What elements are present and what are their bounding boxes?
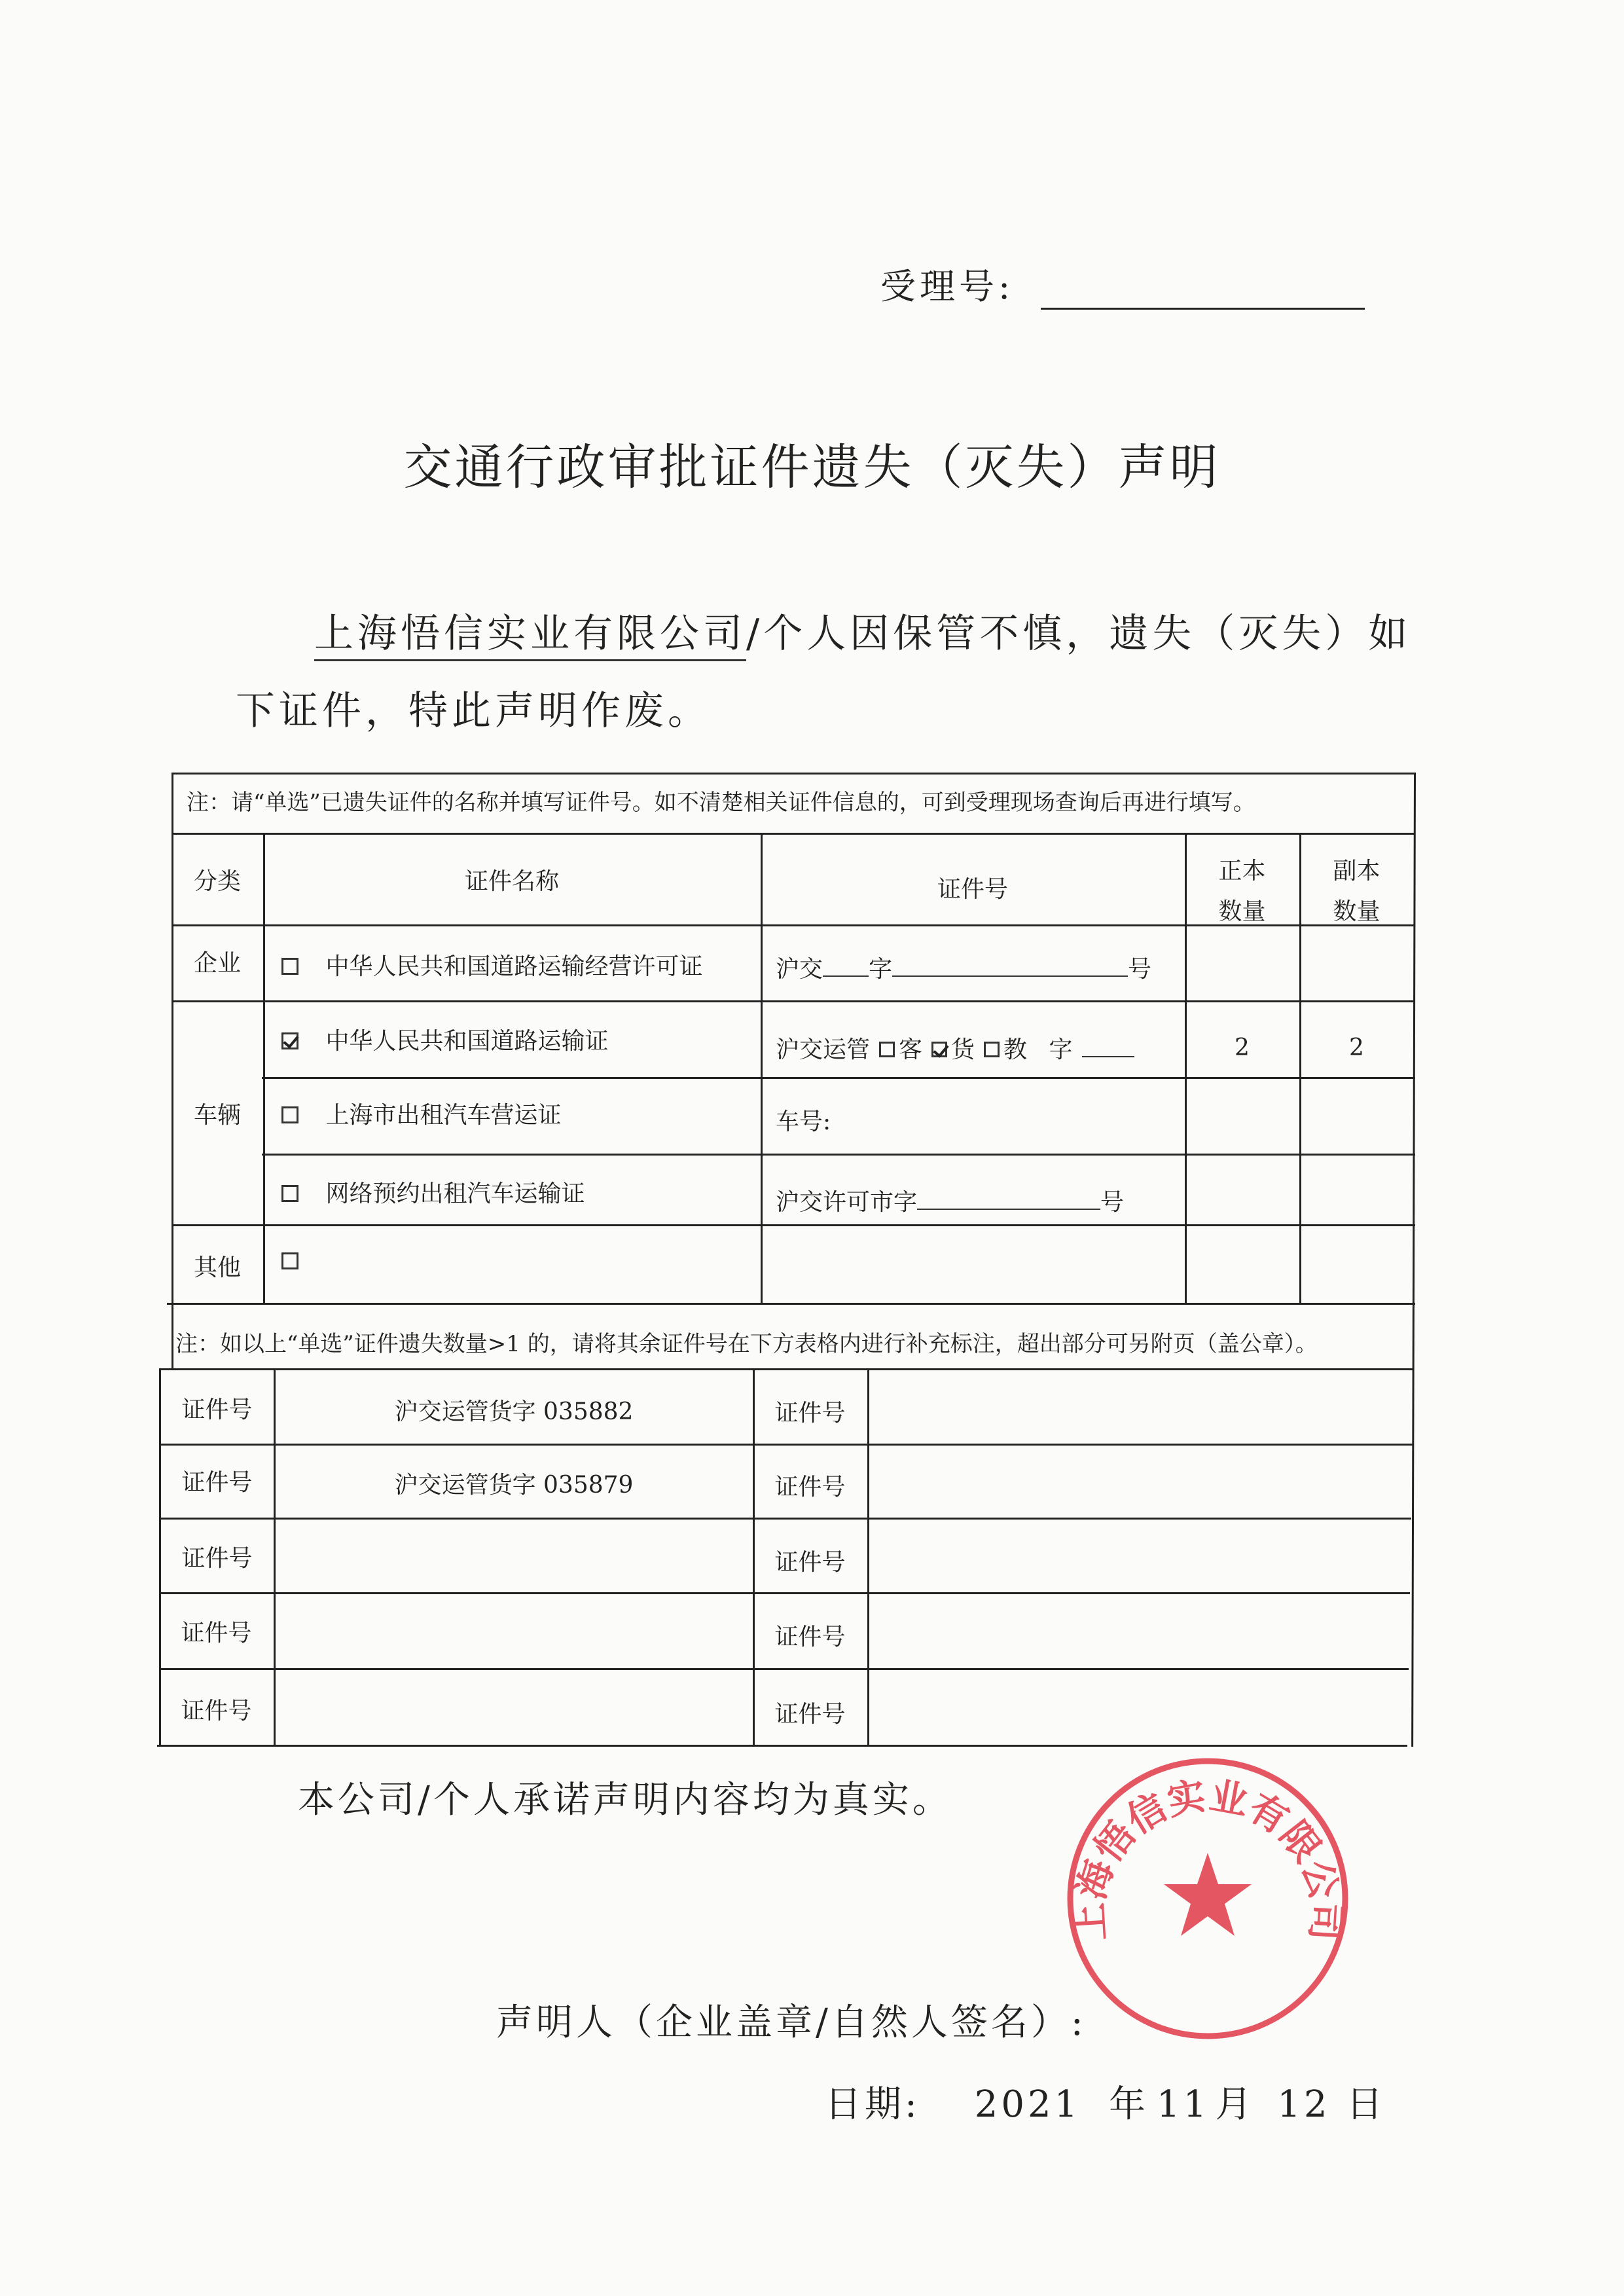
extra-cert-label-right: 证件号 [774,1474,846,1501]
table-note-top: 注：请“单选”已遗失证件的名称并填写证件号。如不清楚相关证件信息的，可到受理现场查询后再进行填写。 [187,790,1255,816]
seal-text: 上海悟信实业有限公司 [1066,1773,1349,1942]
date-day-unit: 日 [1346,2083,1386,2126]
extra-cert-label-right: 证件号 [774,1400,846,1427]
date-year-unit: 年 [1109,2083,1149,2126]
online-taxi-cert-checkbox[interactable] [281,1185,298,1202]
intro-line-1 [314,602,1411,659]
enterprise-license-checkbox[interactable] [281,958,298,975]
passenger-label: 客 [899,1036,923,1063]
teaching-checkbox[interactable] [984,1042,1000,1057]
header-copy-qty-line1: 副本 [1333,858,1380,884]
header-name: 证件名称 [464,868,559,895]
enterprise-number-blank-2[interactable] [892,975,1128,977]
signature-label: 声明人（企业盖章/自然人签名）: [496,2001,1087,2044]
online-taxi-number-prefix: 沪交许可市字 [776,1189,918,1216]
header-original-qty-line2: 数量 [1218,898,1266,925]
table-line-vehicle-1 [262,1077,1415,1079]
col-divider-extra-label-right [867,1368,869,1747]
extra-cert-label-left: 证件号 [181,1545,253,1572]
table-line-extra-3 [160,1592,1410,1594]
extra-cert-label-right: 证件号 [774,1624,846,1650]
extra-cert-label-right: 证件号 [774,1701,846,1728]
header-category: 分类 [193,868,241,895]
extra-cert-label-left: 证件号 [181,1396,253,1423]
page-title: 交通行政审批证件遗失（灭失）声明 [403,439,1221,496]
company-seal [1057,1748,1358,2049]
table-line-extra-1 [160,1444,1413,1446]
enterprise-license-name: 中华人民共和国道路运输经营许可证 [325,953,703,980]
table-line-vehicle-end [171,1224,1415,1226]
table-line-other [167,1303,1415,1305]
online-taxi-cert-name: 网络预约出租汽车运输证 [325,1180,585,1207]
table-note-bottom: 注：如以上“单选”证件遗失数量>1 的，请将其余证件号在下方表格内进行补充标注，超出部分可另附页（盖公章）。 [175,1331,1318,1357]
cargo-checkbox[interactable] [931,1042,947,1057]
table-border-bottom [157,1745,1407,1747]
road-transport-number-suffix: 字 [1049,1036,1073,1063]
taxi-permit-checkbox[interactable] [281,1106,298,1123]
category-other: 其他 [193,1254,241,1281]
taxi-permit-name: 上海市出租汽车营运证 [325,1102,562,1129]
extra-cert-label-left: 证件号 [181,1469,253,1496]
company-name: 上海悟信实业有限公司 [314,611,746,661]
date-year: 2021 [974,2083,1081,2126]
date-day: 12 [1277,2083,1331,2126]
road-transport-copy-qty[interactable]: 2 [1349,1034,1364,1061]
acceptance-number-line[interactable] [1041,308,1365,310]
road-transport-cert-option[interactable] [281,1023,608,1056]
enterprise-license-number[interactable] [776,951,1151,984]
extra-cert-label-left: 证件号 [181,1698,252,1724]
seal-star-icon [1164,1853,1252,1936]
table-line-note-bottom [160,1368,1414,1370]
other-checkbox[interactable] [281,1252,298,1269]
online-taxi-number-blank[interactable] [917,1209,1100,1210]
passenger-checkbox[interactable] [879,1042,895,1057]
intro-line-2: 下证件，特此声明作废。 [236,688,711,734]
header-copy-qty-line2: 数量 [1333,898,1380,925]
enterprise-number-blank-1[interactable] [823,975,869,977]
taxi-permit-option[interactable] [281,1097,561,1130]
enterprise-number-prefix: 沪交 [776,956,823,983]
intro-line-1-rest: /个人因保管不慎，遗失（灭失）如 [746,611,1412,657]
road-transport-number-prefix: 沪交运管 [776,1036,871,1063]
enterprise-license-option[interactable] [281,948,702,981]
header-original-qty [1185,851,1299,932]
road-transport-number-blank[interactable] [1082,1056,1134,1057]
road-transport-cert-name: 中华人民共和国道路运输证 [325,1028,609,1055]
teaching-label: 教 [1003,1036,1028,1063]
online-taxi-cert-option[interactable] [281,1175,585,1209]
road-transport-cert-checkbox[interactable] [281,1032,298,1049]
date-month-unit: 月 [1215,2083,1255,2126]
extra-cert-value-left[interactable]: 沪交运管货字 035879 [394,1472,634,1499]
header-copy-qty [1299,851,1414,932]
extra-cert-label-right: 证件号 [774,1549,846,1576]
col-divider-category [263,833,265,1303]
online-taxi-cert-number[interactable] [776,1184,1124,1217]
table-line-enterprise [171,1000,1415,1002]
enterprise-number-suffix: 号 [1128,956,1152,983]
category-vehicle: 车辆 [193,1102,241,1129]
category-enterprise: 企业 [193,950,241,977]
taxi-permit-number[interactable]: 车号: [776,1108,831,1135]
road-transport-original-qty[interactable]: 2 [1235,1034,1250,1061]
header-number: 证件号 [937,876,1008,903]
table-line-note [171,833,1415,835]
acceptance-label: 受理号: [880,266,1015,307]
table-border-top [171,773,1415,774]
table-line-vehicle-2 [262,1154,1415,1156]
online-taxi-number-suffix: 号 [1100,1189,1125,1216]
enterprise-number-mid: 字 [869,956,893,983]
road-transport-cert-number[interactable] [776,1031,1134,1065]
date-month: 11 [1157,2083,1210,2126]
date-label: 日期: [825,2083,920,2126]
commitment-statement: 本公司/个人承诺声明内容均为真实。 [298,1779,952,1821]
cargo-label: 货 [951,1036,975,1063]
other-option[interactable] [281,1254,298,1271]
extra-cert-value-left[interactable]: 沪交运管货字 035882 [394,1398,634,1425]
date-line [825,2075,1386,2128]
table-line-extra-4 [159,1668,1409,1670]
extra-cert-label-left: 证件号 [181,1620,252,1647]
table-line-extra-2 [160,1518,1411,1520]
header-original-qty-line1: 正本 [1218,858,1266,884]
